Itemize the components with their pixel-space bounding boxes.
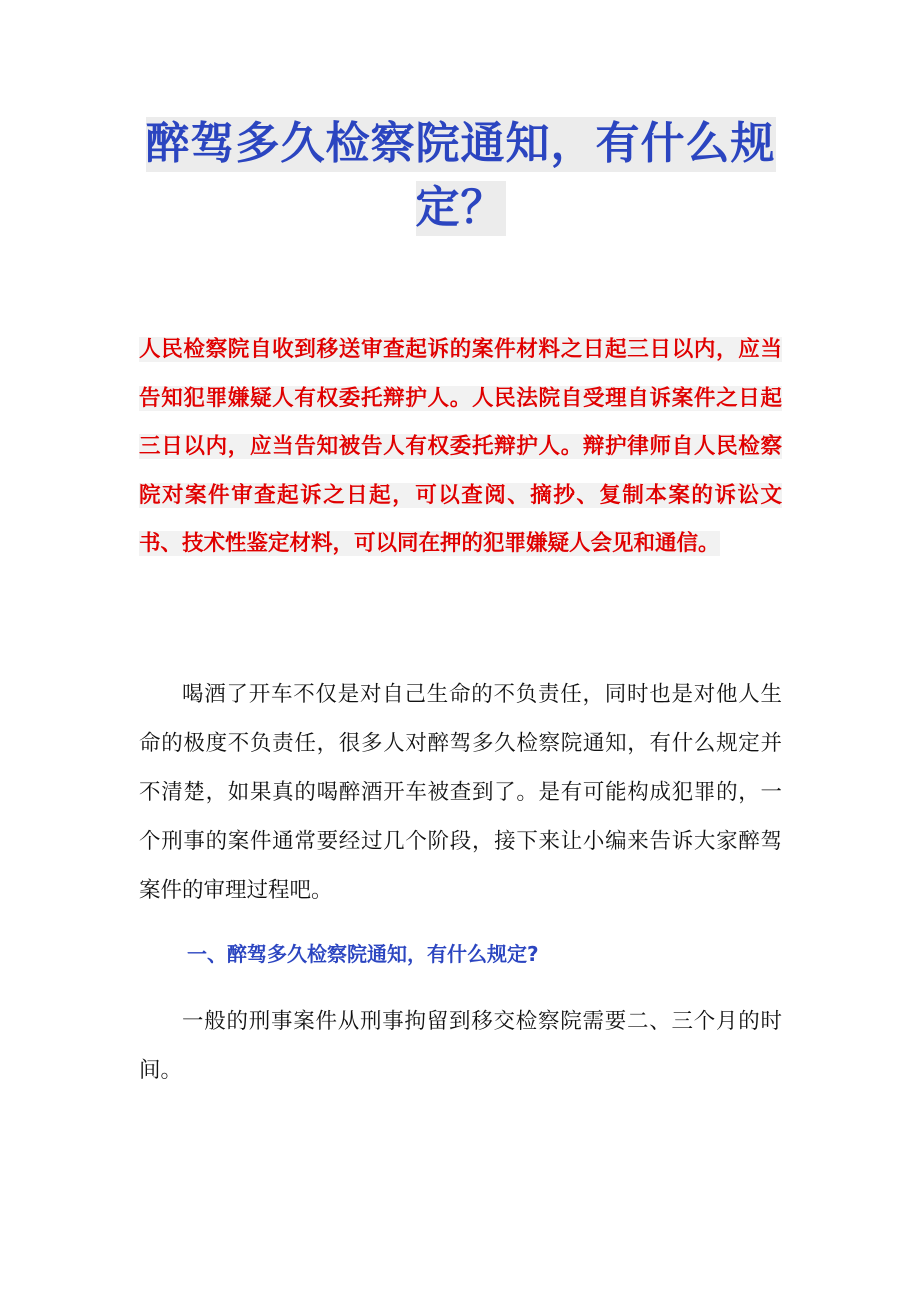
- document-title: [139, 112, 782, 240]
- section-heading: 一、醉驾多久检察院通知，有什么规定?: [187, 942, 539, 966]
- summary-paragraph: [139, 326, 782, 569]
- body-paragraph-1: 喝酒了开车不仅是对自己生命的不负责任，同时也是对他人生命的极度不负责任，很多人对醉驾多久检察院通知，有什么规定并不清楚，如果真的喝醉酒开车被查到了。是有可能构成犯罪的，一个刑事的案件通常要经过几个阶段，接下来让小编来告诉大家醉驾案件的审理过程吧。: [139, 682, 782, 903]
- summary-text: 人民检察院自收到移送审查起诉的案件材料之日起三日以内，应当告知犯罪嫌疑人有权委托辩护人。人民法院自受理自诉案件之日起三日以内，应当告知被告人有权委托辩护人。辩护律师自人民检察院对案件审查起诉之日起，可以查阅、摘抄、复制本案的诉讼文书、技术性鉴定材料，可以同在押的犯罪嫌疑人会见和通信。: [139, 337, 782, 556]
- body-paragraph-2: 一般的刑事案件从刑事拘留到移交检察院需要二、三个月的时间。: [139, 1009, 782, 1083]
- document-title-text: 醉驾多久检察院通知，有什么规定？: [146, 117, 776, 236]
